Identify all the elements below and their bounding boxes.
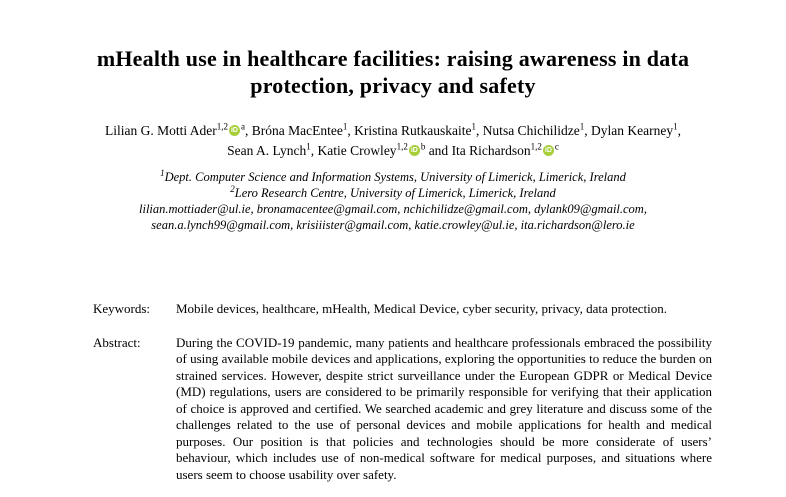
keywords-label: Keywords:: [93, 301, 151, 316]
author-affiliation-sup: 1: [673, 121, 678, 132]
affiliation-2: [0, 185, 786, 201]
author-separator: ,: [475, 123, 483, 138]
author-name: Lilian G. Motti Ader: [104, 123, 217, 138]
author-affiliation-sup: 1,2: [530, 141, 542, 152]
author-name: Kristina Rutkauskaite: [354, 123, 472, 138]
author: [317, 143, 451, 158]
abstract-text: During the COVID-19 pandemic, many patients and healthcare professionals embraced the possibility of using available mobile devices and applications, exploring the opportunities to reduce the burden on strained services. However, despite strict surveillance under the European GDPR or Medical Device (MD) regulations, users are considered to be primarily responsible for verifying that their application of choice is approved and certified. We searched academic and grey literature and discuss some of the challenges related to the use of personal devices and mobile applications for health and medical purposes. Our position is that policies and technologies should be more considerate of users’ behaviour, which includes use of non-medical software for medical purposes, and situations where users seem to choose usability over safety.: [176, 334, 712, 482]
keywords-row: [93, 301, 712, 318]
affiliation-list: [0, 169, 786, 201]
abstract-row: [93, 335, 712, 484]
author-emails: [0, 201, 786, 233]
abstract-label: Abstract:: [93, 334, 141, 350]
affiliation-sup: 2: [230, 183, 235, 194]
affiliation-sup: 1: [160, 167, 165, 178]
author-orcid-sup: c: [554, 141, 559, 152]
author: [252, 123, 354, 138]
author-name: Nutsa Chichilidze: [482, 123, 580, 138]
affiliation-text: Lero Research Centre, University of Limerick, Limerick, Ireland: [234, 186, 556, 200]
keywords-text: Mobile devices, healthcare, mHealth, Medical Device, cyber security, privacy, data protection.: [176, 301, 668, 316]
author-list: [93, 121, 693, 161]
author-affiliation-sup: 1,2: [396, 141, 408, 152]
author-separator: ,: [584, 123, 592, 138]
paper-title-line1: mHealth use in healthcare facilities: raising awareness in data: [96, 46, 690, 71]
author-affiliation-sup: 1: [342, 121, 348, 132]
author-orcid-sup: a: [240, 121, 245, 132]
affiliation-1: [0, 169, 786, 185]
author-name: Katie Crowley: [317, 143, 397, 158]
author-affiliation-sup: 1: [579, 121, 585, 132]
meta-section: [93, 301, 712, 483]
author-separator: ,: [677, 123, 682, 138]
paper-title-line2: protection, privacy and safety: [250, 73, 536, 98]
author: [591, 123, 681, 138]
author: [105, 123, 252, 138]
author-separator: ,: [347, 123, 355, 138]
author-name: Bróna MacEntee: [251, 123, 343, 138]
email-line-2: sean.a.lynch99@gmail.com, krisiiister@gmail.com, katie.crowley@ul.ie, ita.richardson@lero.ie: [151, 218, 635, 232]
author: [227, 143, 317, 158]
author-name: Sean A. Lynch: [227, 143, 307, 158]
author-name: Ita Richardson: [451, 143, 531, 158]
author-separator: and: [425, 143, 452, 158]
author-affiliation-sup: 1,2: [216, 121, 228, 132]
affiliation-text: Dept. Computer Science and Information Systems, University of Limerick, Limerick, Ireland: [164, 170, 626, 184]
orcid-icon[interactable]: iD: [544, 147, 552, 154]
author-separator: ,: [244, 123, 252, 138]
email-line-1: lilian.mottiader@ul.ie, bronamacentee@gmail.com, nchichilidze@gmail.com, dylank09@gmail.com,: [139, 202, 647, 216]
author-affiliation-sup: 1: [306, 141, 311, 152]
orcid-icon[interactable]: iD: [410, 147, 418, 154]
author: [483, 123, 591, 138]
paper-title: [0, 0, 786, 99]
author-name: Dylan Kearney: [591, 123, 674, 138]
author-separator: ,: [310, 143, 318, 158]
author-affiliation-sup: 1: [471, 121, 476, 132]
author: [452, 143, 559, 158]
orcid-icon[interactable]: iD: [230, 127, 238, 134]
author-orcid-sup: b: [420, 141, 426, 152]
author: [354, 123, 483, 138]
